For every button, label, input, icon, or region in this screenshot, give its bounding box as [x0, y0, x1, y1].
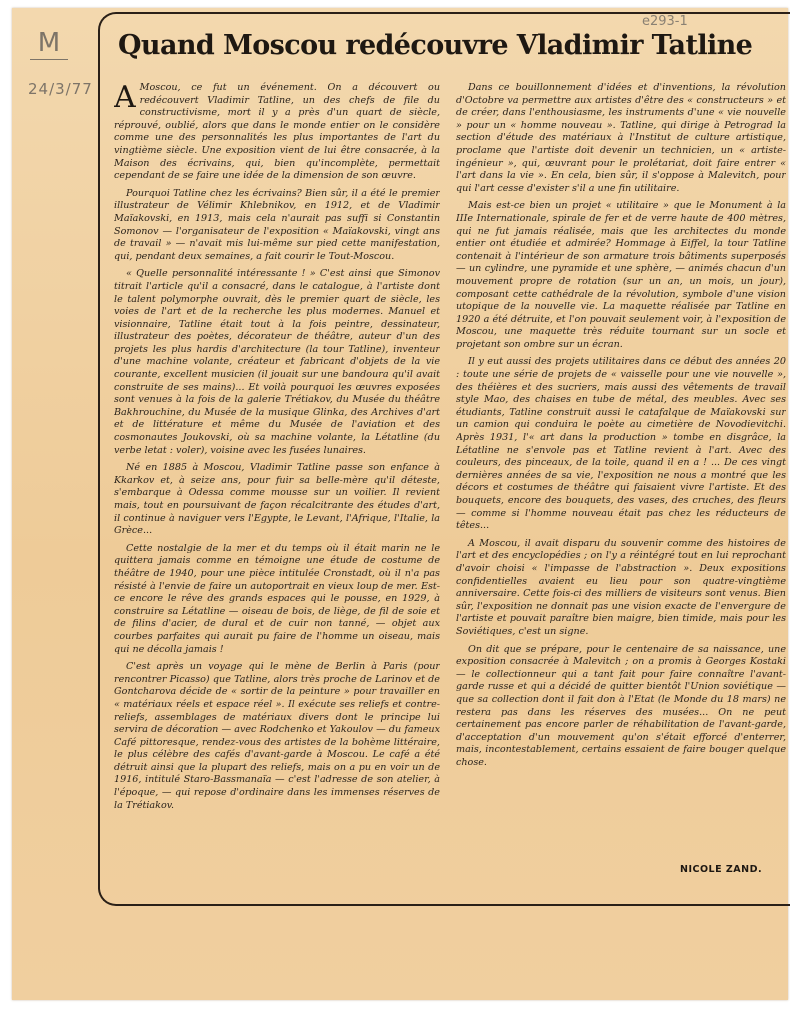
paragraph: C'est après un voyage qui le mène de Berlin à Paris (pour rencontrer Picasso) que Tatline, alors très proche de Larinov et de Gontcharova décide de « sortir de la peinture » pour travailler en « matériaux réels et espace réel ». Il exécute ses reliefs et contre-reliefs, assemblages de matériaux divers dont le principe lui servira de décoration — avec Rodchenko et Yakoulov — du fameux Café pittoresque, rendez-vous des artistes de la bohème littéraire, le plus célèbre des cafés d'avant-garde à Moscou. Le café a été détruit ainsi que la plupart des reliefs, mais on a pu en voir un de 1916, intitulé Staro-Bassmanaïa — c'est l'adresse de son atelier, à l'époque, — qui repose d'ordinaire dans les immenses réserves de la Trétiakov. — [114, 661, 440, 811]
article-column-right — [456, 82, 786, 862]
paragraph: A Moscou, il avait disparu du souvenir comme des histoires de l'art et des encyclopédies ; on l'y a réintégré tout en lui reprochant d'avoir choisi « l'impasse de l'abstraction ». Deux expositions confidentielles avaient eu lieu pour son quatre-vingtième anniversaire. Cette fois-ci des milliers de visiteurs sont venus. Bien sûr, l'exposition ne donnait pas une vision exacte de l'envergure de l'artiste et pouvait paraître bien maigre, bien timide, mais pour les Soviétiques, c'est un signe. — [456, 537, 786, 637]
handwritten-initial: M — [37, 28, 61, 58]
paragraph: Pourquoi Tatline chez les écrivains? Bien sûr, il a été le premier illustrateur de Vélimir Khlebnikov, en 1912, et de Vladimir Maïakovski, en 1913, mais cela n'aurait pas suffi si Constantin Somonov — l'organisateur de l'exposition « Maïakovski, vingt ans de travail » — n'avait mis lui-même sur pied cette manifestation, qui, pendant deux semaines, a fait courir le Tout-Moscou. — [114, 187, 440, 262]
paragraph: « Quelle personnalité intéressante ! » C'est ainsi que Simonov titrait l'article qu'il a consacré, dans le catalogue, à l'artiste dont le talent polymorphe ouvrait, dès le premier quart de siècle, les voies de l'art et de la recherche les plus modernes. Manuel et visionnaire, Tatline était tout à la fois peintre, dessinateur, illustrateur des poètes, décorateur de théâtre, auteur d'un des projets les plus hardis d'architecture (la tour Tatline), inventeur d'une machine volante, créateur et fabricant d'objets de la vie courante, excellent musicien (il jouait sur une bandoura qu'il avait construite de ses mains)... Et voilà pourquoi les œuvres exposées sont venues à la fois de la galerie Trétiakov, du Musée du théâtre Bakhrouchine, du Musée de la musique Glinka, des Archives d'art et de littérature et même du Musée de l'aviation et des cosmonautes Joukovski, où sa machine volante, la Létatline (du verbe letat : voler), voisine avec les fusées lunaires. — [114, 268, 440, 456]
drop-cap: A — [114, 82, 136, 115]
handwritten-date: 24/3/77 — [28, 80, 93, 98]
article-column-left — [114, 82, 440, 882]
paragraph: A Moscou, ce fut un événement. On a découvert ou redécouvert Vladimir Tatline, un des chefs de file du constructivisme, mort il y a près d'un quart de siècle, réprouvé, oublié, alors que dans le monde entier on le considère comme une des personnalités les plus importantes de l'art du vingtième siècle. Une exposition vient de lui être consacrée, à la Maison des écrivains, qui, bien qu'incomplète, permettait cependant de se faire une idée de la dimension de son œuvre. — [114, 82, 440, 182]
handwritten-reference: e293-1 — [642, 14, 688, 29]
paragraph: Mais est-ce bien un projet « utilitaire » que le Monument à la IIIe Internationale, spirale de fer et de verre haute de 400 mètres, qui ne fut jamais réalisée, mais que les architectes du monde entier ont étudiée et admirée? Hommage à Eiffel, la tour Tatline contenait à l'intérieur de son armature trois bâtiments superposés — un cylindre, une pyramide et une sphère, — animés chacun d'un mouvement propre de rotation (sur un an, un mois, un jour), composant cette cathédrale de la révolution, symbole d'une vision utopique de la nouvelle vie. La maquette réalisée par Tatline en 1920 a été détruite, et l'on pouvait seulement voir, à l'exposition de Moscou, une maquette très réduite tournant sur un socle et projetant son ombre sur un écran. — [456, 200, 786, 350]
paragraph: Cette nostalgie de la mer et du temps où il était marin ne le quittera jamais comme en témoigne une étude de costume de théâtre de 1940, pour une pièce intitulée Cronstadt, où il n'a pas résisté à l'envie de faire un autoportrait en vieux loup de mer. Est-ce encore le rêve des grands espaces qui le pousse, en 1929, à construire sa Létatline — oiseau de bois, de liège, de fil de soie et de filins d'acier, de dural et de cuir non tanné, — objet aux courbes parfaites qui aurait pu faire de l'homme un oiseau, mais qui ne décolla jamais ! — [114, 542, 440, 655]
paragraph: Il y eut aussi des projets utilitaires dans ce début des années 20 : toute une série de projets de « vaisselle pour une vie nouvelle », des théières et des sucriers, mais aussi des vêtements de travail style Mao, des chaises en tube de métal, des meubles. Avec ses étudiants, Tatline construit aussi le catafalque de Maïakovski sur un camion qui conduira le poète au cimetière de Novodievitchi. Après 1931, l'« art dans la production » tombe en disgrâce, la Létatline ne s'envole pas et Tatline revient à l'art. Avec des couleurs, des pinceaux, de la toile, quand il en a ! ... De ces vingt dernières années de sa vie, l'exposition ne nous a montré que les décors et costumes de théâtre qui faisaient vivre l'artiste. Et des bouquets, encore des bouquets, des vases, des cruches, des fleurs — comme si l'homme nouveau était pas chez les réducteurs de têtes... — [456, 356, 786, 532]
paragraph: Né en 1885 à Moscou, Vladimir Tatline passe son enfance à Kkarkov et, à seize ans, pour fuir sa belle-mère qu'il déteste, s'embarque à Odessa comme mousse sur un voilier. Il revient mais, tout en poursuivant de façon récalcitrante des études d'art, il continue à naviguer vers l'Egypte, le Levant, l'Afrique, l'Italie, la Grèce... — [114, 462, 440, 537]
paragraph: Dans ce bouillonnement d'idées et d'inventions, la révolution d'Octobre va permettre aux artistes d'être des « constructeurs » et de créer, dans l'enthousiasme, les instruments d'une « vie nouvelle » pour un « homme nouveau ». Tatline, qui dirige à Petrograd la section d'étude des matériaux à l'Institut de culture artistique, proclame que l'artiste doit devenir un technicien, un « artiste-ingénieur », qui, œuvrant pour le prolétariat, doit faire entrer « l'art dans la vie ». En cela, bien sûr, il s'oppose à Malevitch, pour qui l'art cesse d'exister s'il a une fin utilitaire. — [456, 82, 786, 194]
article-headline: Quand Moscou redécouvre Vladimir Tatline — [118, 30, 753, 61]
paragraph: On dit que se prépare, pour le centenaire de sa naissance, une exposition consacrée à Malevitch ; on a promis à Georges Kostaki — le collectionneur qui a tant fait pour faire connaître l'avant-garde russe et qui a décidé de quitter bientôt l'Union soviétique — que sa collection dont il fait don à l'Etat (le Monde du 18 mars) ne restera pas dans les réserves des musées... On ne peut certainement pas encore parler de réhabilitation de l'avant-garde, d'acceptation d'un mouvement qu'on s'était efforcé d'enterrer, mais, incontestablement, certains essaient de faire bouger quelque chose. — [456, 643, 786, 768]
author-signature: NICOLE ZAND. — [680, 864, 763, 875]
